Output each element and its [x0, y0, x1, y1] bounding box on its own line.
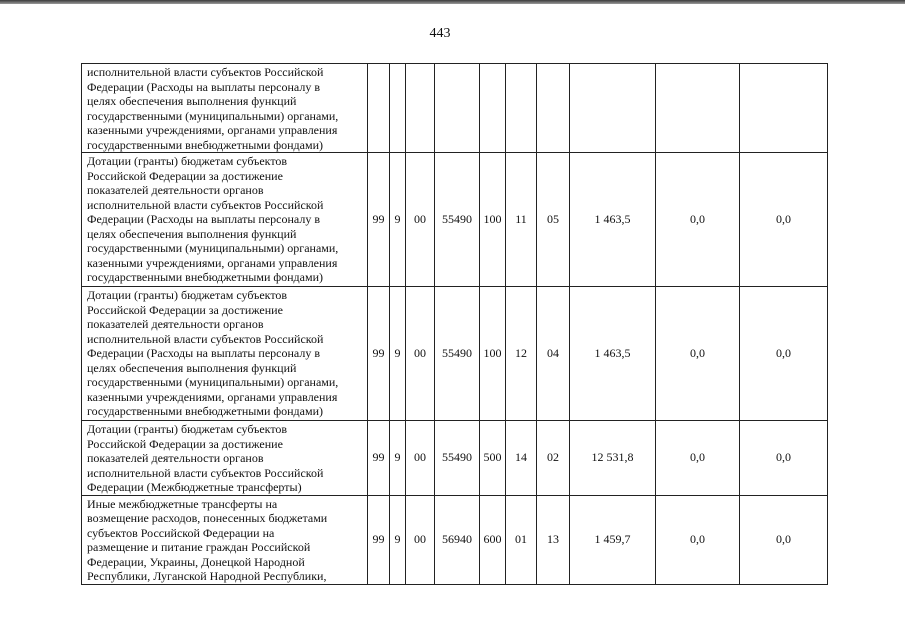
expense-name-line: исполнительной власти субъектов Российской — [87, 197, 324, 212]
amount-year1-cell: 1 459,7 — [570, 495, 656, 584]
amount-year3-cell — [740, 64, 828, 153]
expense-name-line: Дотации (гранты) бюджетам субъектов — [87, 288, 288, 302]
expense-name-line: исполнительной власти субъектов Российской — [87, 465, 324, 480]
expense-name-line: Дотации (гранты) бюджетам субъектов — [87, 422, 288, 436]
program-code-cell — [368, 64, 390, 153]
expense-type-cell: 100 — [480, 153, 506, 287]
subsection-cell — [537, 64, 570, 153]
expense-type-cell: 100 — [480, 287, 506, 421]
program-code-cell: 99 — [368, 421, 390, 496]
expense-name-line: Федерации, Украины, Донецкой Народной — [87, 554, 305, 569]
direction-code-cell — [435, 64, 480, 153]
section-cell: 12 — [506, 287, 537, 421]
amount-year1-cell: 1 463,5 — [570, 153, 656, 287]
scan-top-edge — [0, 0, 905, 4]
expense-name-line: государственными внебюджетными фондами) — [87, 137, 324, 152]
expense-name-line: государственными внебюджетными фондами) — [87, 270, 324, 284]
expense-name-line: государственными (муниципальными) органами, — [87, 108, 339, 123]
expense-name-line: казенными учреждениями, органами управления — [87, 255, 338, 270]
expense-name-line: казенными учреждениями, органами управления — [87, 389, 338, 404]
expense-name-line: государственными (муниципальными) органами, — [87, 241, 339, 255]
expense-name-line: размещение и питание граждан Российской — [87, 540, 311, 554]
expense-type-cell — [480, 64, 506, 153]
table-row — [82, 153, 828, 287]
amount-year3-cell: 0,0 — [740, 421, 828, 496]
amount-year1-cell: 12 531,8 — [570, 421, 656, 496]
expense-name-line: возмещение расходов, понесенных бюджетами — [87, 511, 328, 525]
amount-year1-cell: 1 463,5 — [570, 287, 656, 421]
expense-name-cell — [82, 495, 368, 584]
group-code-cell: 00 — [406, 421, 435, 496]
expense-name-cell — [82, 421, 368, 496]
amount-year2-cell — [656, 64, 740, 153]
subsection-cell: 13 — [537, 495, 570, 584]
expense-name-line: показателей деятельности органов — [87, 317, 264, 331]
amount-year2-cell: 0,0 — [656, 287, 740, 421]
expense-name-line: целях обеспечения выполнения функций — [87, 94, 297, 108]
amount-year2-cell: 0,0 — [656, 495, 740, 584]
expense-name-line: Иные межбюджетные трансферты на — [87, 496, 278, 511]
group-code-cell: 00 — [406, 495, 435, 584]
page-number: 443 — [429, 26, 451, 41]
table-row — [82, 64, 828, 153]
amount-year1-cell — [570, 64, 656, 153]
table-row — [82, 287, 828, 421]
expense-name-line: Федерации (Межбюджетные трансферты) — [87, 480, 302, 494]
program-code-cell: 99 — [368, 153, 390, 287]
expense-name-line: Российской Федерации за достижение — [87, 436, 283, 451]
expense-type-cell: 600 — [480, 495, 506, 584]
section-cell: 01 — [506, 495, 537, 584]
expense-name-line: Федерации (Расходы на выплаты персоналу в — [87, 212, 320, 226]
expense-name-line: показателей деятельности органов — [87, 183, 264, 197]
expense-name-line: целях обеспечения выполнения функций — [87, 226, 297, 241]
subprogram-code-cell: 9 — [390, 153, 406, 287]
expense-type-cell: 500 — [480, 421, 506, 496]
table-row — [82, 421, 828, 496]
expense-name-cell — [82, 287, 368, 421]
subprogram-code-cell: 9 — [390, 421, 406, 496]
program-code-cell: 99 — [368, 287, 390, 421]
expense-name-line: Российской Федерации за достижение — [87, 168, 283, 183]
group-code-cell: 00 — [406, 287, 435, 421]
group-code-cell: 00 — [406, 153, 435, 287]
expense-name-line: Федерации (Расходы на выплаты персоналу в — [87, 79, 320, 94]
expense-name-line: Российской Федерации за достижение — [87, 302, 283, 317]
subprogram-code-cell — [390, 64, 406, 153]
section-cell: 14 — [506, 421, 537, 496]
expense-name-line: Республики, Луганской Народной Республики, — [87, 569, 327, 583]
expense-name-cell — [82, 64, 368, 153]
amount-year2-cell: 0,0 — [656, 153, 740, 287]
subprogram-code-cell: 9 — [390, 495, 406, 584]
amount-year3-cell: 0,0 — [740, 153, 828, 287]
expense-name-line: казенными учреждениями, органами управления — [87, 123, 338, 137]
subsection-cell: 04 — [537, 287, 570, 421]
budget-table — [81, 63, 828, 585]
expense-name-line: Федерации (Расходы на выплаты персоналу в — [87, 346, 320, 360]
section-cell — [506, 64, 537, 153]
table-body — [82, 64, 828, 585]
program-code-cell: 99 — [368, 495, 390, 584]
group-code-cell — [406, 64, 435, 153]
expense-name-line: субъектов Российской Федерации на — [87, 525, 275, 540]
expense-name-line: показателей деятельности органов — [87, 451, 264, 465]
expense-name-line: целях обеспечения выполнения функций — [87, 360, 297, 375]
subsection-cell: 02 — [537, 421, 570, 496]
expense-name-cell — [82, 153, 368, 287]
expense-name-line: государственными внебюджетными фондами) — [87, 404, 324, 418]
amount-year3-cell: 0,0 — [740, 495, 828, 584]
expense-name-line: исполнительной власти субъектов Российской — [87, 331, 324, 346]
expense-name-line: государственными (муниципальными) органами, — [87, 375, 339, 389]
section-cell: 11 — [506, 153, 537, 287]
table-row — [82, 495, 828, 584]
direction-code-cell: 56940 — [435, 495, 480, 584]
amount-year2-cell: 0,0 — [656, 421, 740, 496]
expense-name-line: исполнительной власти субъектов Российской — [87, 65, 324, 79]
direction-code-cell: 55490 — [435, 287, 480, 421]
subprogram-code-cell: 9 — [390, 287, 406, 421]
direction-code-cell: 55490 — [435, 421, 480, 496]
amount-year3-cell: 0,0 — [740, 287, 828, 421]
direction-code-cell: 55490 — [435, 153, 480, 287]
subsection-cell: 05 — [537, 153, 570, 287]
expense-name-line: Дотации (гранты) бюджетам субъектов — [87, 154, 288, 168]
